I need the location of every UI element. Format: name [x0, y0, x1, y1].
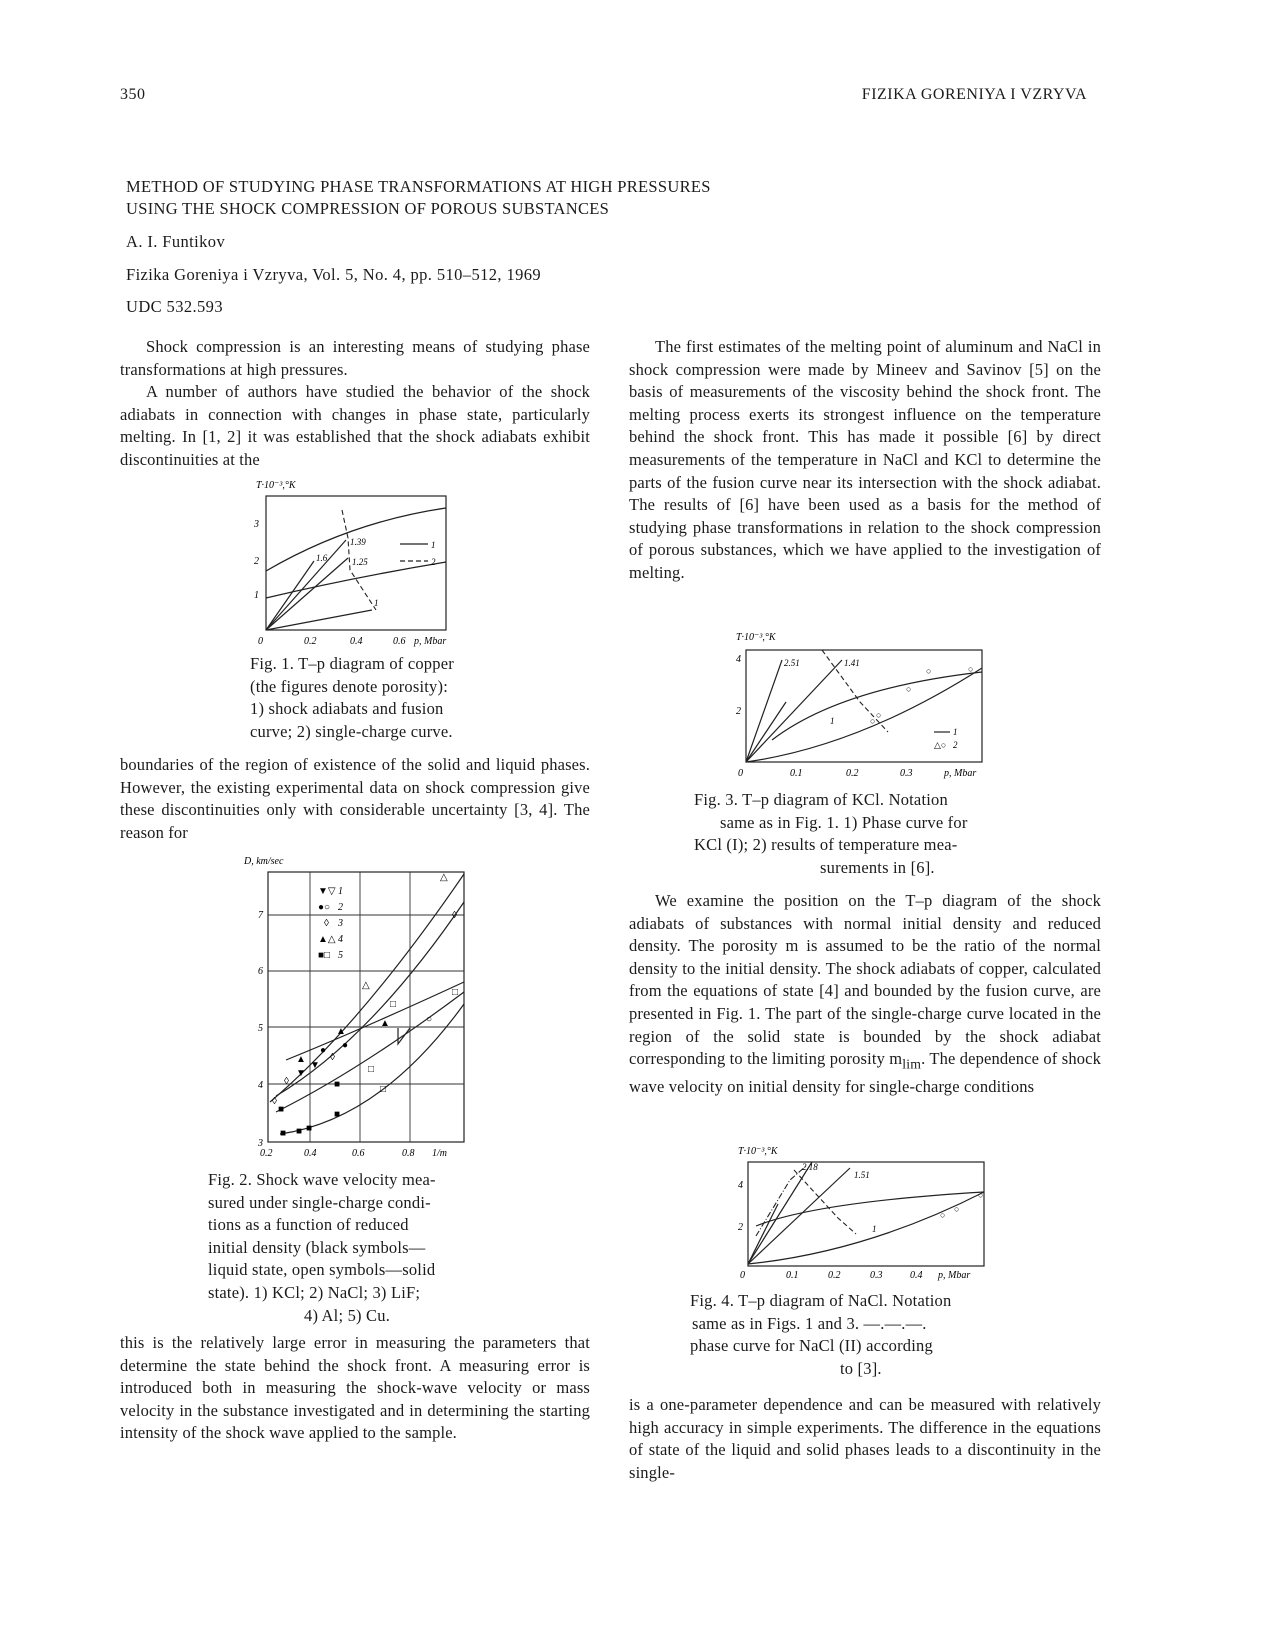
fig3-xtick: 0.3	[900, 768, 913, 779]
caption-line: curve; 2) single-charge curve.	[250, 721, 453, 741]
udc-code: UDC 532.593	[126, 297, 223, 316]
fig1-xunit: p, Mbar	[414, 636, 447, 647]
svg-text:■□: ■□	[318, 950, 331, 961]
svg-text:▲△: ▲△	[318, 934, 336, 945]
fig1-xtick: 0.2	[304, 636, 317, 647]
fig3-ytick: 2	[736, 706, 741, 717]
svg-text:■: ■	[306, 1123, 313, 1134]
fig3-xtick: 0	[738, 768, 743, 779]
fig2-ylabel: D, km/sec	[244, 856, 284, 867]
caption-line: to [3].	[840, 1358, 882, 1378]
fig2-xlabel: 1/m	[432, 1148, 447, 1159]
fig4-xtick: 0.3	[870, 1270, 883, 1281]
svg-text:■: ■	[334, 1079, 341, 1090]
svg-text:○: ○	[426, 1014, 433, 1025]
figure-3-chart	[730, 628, 992, 788]
fig2-ytick: 4	[258, 1080, 263, 1091]
fig2-ytick: 5	[258, 1023, 263, 1034]
paragraph: The first estimates of the melting point of aluminum and NaCl in shock compression were made by Mineev and Savinov [5] on the basis of measurements of the viscosity behind the shock front. The melting process exerts its strongest influence on the temperature behind the shock front. This has made it possible [6] by direct measurements of the temperature in NaCl and KCl to determine the parts of the fusion curve near its intersection with the shock adiabat. The results of [6] have been used as a basis for the method of studying phase transformations in relation to the shock compression of porous substances, which we have applied to the investigation of melting.	[629, 337, 1101, 582]
author: A. I. Funtikov	[126, 232, 226, 251]
journal-name: FIZIKA GORENIYA I VZRYVA	[861, 86, 1087, 103]
paragraph-text: . The dependence of shock wave velocity on initial density for single-charge conditions	[629, 1049, 1101, 1097]
svg-text:■: ■	[280, 1128, 287, 1139]
title-line-1: METHOD OF STUDYING PHASE TRANSFORMATIONS AT HIGH PRESSURES	[126, 177, 711, 196]
fig3-xtick: 0.2	[846, 768, 859, 779]
fig3-frame	[746, 650, 982, 762]
fig4-phase-curve-nacl-ii	[756, 1166, 806, 1236]
left-column-middle	[120, 754, 590, 844]
fig2-ytick: 7	[258, 910, 263, 921]
fig4-single-charge-curve	[794, 1170, 856, 1234]
fig2-xtick: 0.8	[402, 1148, 415, 1159]
page-number: 350	[120, 86, 146, 103]
svg-text:●: ●	[342, 1040, 349, 1051]
caption-line: Fig. 2. Shock wave velocity mea-	[208, 1170, 436, 1189]
fig3-ytick: 4	[736, 654, 741, 665]
svg-text:○: ○	[906, 684, 912, 694]
left-column-bottom	[120, 1332, 590, 1445]
article-title	[126, 176, 886, 220]
svg-text:■: ■	[296, 1126, 303, 1137]
fig1-label: 1.39	[350, 537, 366, 547]
svg-text:▼▽: ▼▽	[318, 886, 336, 897]
fig1-adiabat	[266, 540, 346, 630]
caption-line: initial density (black symbols—	[208, 1237, 426, 1257]
caption-line: surements in [6].	[820, 857, 935, 877]
fig3-legend-label: 1	[953, 727, 958, 737]
paragraph: is a one-parameter dependence and can be measured with relatively high accuracy in simple experiments. The difference in the equations of state of the liquid and solid phases leads to a discontinuity in the single-	[629, 1395, 1101, 1482]
svg-text:◊: ◊	[452, 910, 457, 921]
fig4-xtick: 0.2	[828, 1270, 841, 1281]
fig4-xtick: 0.4	[910, 1270, 923, 1281]
svg-text:○: ○	[978, 1190, 984, 1200]
svg-text:△: △	[440, 872, 448, 883]
svg-text:□: □	[452, 987, 459, 998]
svg-text:■: ■	[278, 1104, 285, 1115]
svg-text:○: ○	[954, 1204, 960, 1214]
caption-line: Fig. 1. T–p diagram of copper	[250, 654, 454, 673]
fig2-xtick: 0.2	[260, 1148, 273, 1159]
svg-text:□: □	[390, 999, 397, 1010]
paragraph: this is the relatively large error in measuring the parameters that determine the state behind the shock front. A measuring error is introduced both in measuring the shock-wave velocity or mass velocity in the substance investigated and in determining the starting intensity of the shock wave applied to the sample.	[120, 1333, 590, 1443]
left-column-top	[120, 336, 590, 472]
svg-text:5: 5	[338, 950, 343, 961]
fig1-label: 1.6	[316, 553, 328, 563]
svg-text:■: ■	[334, 1109, 341, 1120]
right-column-top	[629, 336, 1101, 585]
svg-text:◊: ◊	[284, 1076, 289, 1087]
fig4-ylabel: T·10⁻³,°K	[738, 1146, 778, 1157]
svg-text:◊: ◊	[272, 1096, 277, 1107]
figure-2-caption	[208, 1169, 508, 1327]
caption-line: 1) shock adiabats and fusion	[250, 699, 444, 719]
svg-text:○: ○	[876, 710, 882, 720]
fig4-xtick: 0	[740, 1270, 745, 1281]
fig3-adiabat	[746, 660, 842, 762]
caption-line: phase curve for NaCl (II) according	[690, 1336, 933, 1356]
caption-line: same as in Fig. 1. 1) Phase curve for	[720, 812, 968, 832]
svg-text:▼: ▼	[296, 1068, 306, 1079]
svg-text:◊: ◊	[330, 1052, 335, 1063]
fig4-ytick: 2	[738, 1222, 743, 1233]
caption-line: KCl (I); 2) results of temperature mea-	[694, 835, 958, 855]
svg-text:□: □	[368, 1064, 375, 1075]
fig4-adiabat	[748, 1204, 778, 1264]
fig1-ytick: 3	[254, 519, 259, 530]
figure-1-chart	[240, 474, 470, 650]
title-line-2: USING THE SHOCK COMPRESSION OF POROUS SUBSTANCES	[126, 199, 610, 218]
fig4-label: 1.51	[854, 1170, 870, 1180]
caption-line: (the figures denote porosity):	[250, 676, 448, 696]
svg-text:▼: ▼	[310, 1060, 320, 1071]
fig1-ytick: 1	[254, 590, 259, 601]
figure-1-caption	[250, 653, 510, 743]
citation: Fizika Goreniya i Vzryva, Vol. 5, No. 4, pp. 510–512, 1969	[126, 265, 542, 284]
fig2-curves	[270, 874, 464, 1134]
fig1-label: 1	[374, 598, 379, 608]
fig1-label: 1.25	[352, 557, 368, 567]
paragraph	[629, 890, 1101, 1099]
caption-line: Fig. 4. T–p diagram of NaCl. Notation	[690, 1291, 952, 1310]
fig1-adiabat	[266, 561, 314, 630]
fig3-ylabel: T·10⁻³,°K	[736, 632, 776, 643]
fig2-ytick: 6	[258, 966, 263, 977]
paragraph-text: We examine the position on the T–p diagram of the shock adiabats of substances with normal initial density and reduced density. The porosity m is assumed to be the ratio of the normal density to the initial density. The shock adiabats of copper, calculated from the equations of state [4] and bounded by the fusion curve, are presented in Fig. 1. The part of the single-charge curve located in the region of the solid state is bounded by the shock adiabat corresponding to the limiting porosity m	[629, 891, 1101, 1069]
svg-text:◊: ◊	[324, 918, 329, 929]
fig1-xtick: 0.4	[350, 636, 363, 647]
svg-text:1: 1	[338, 886, 343, 897]
figure-4-caption	[690, 1290, 1070, 1380]
fig1-xtick: 0	[258, 636, 263, 647]
figure-3-caption	[694, 789, 1074, 879]
caption-line: 4) Al; 5) Cu.	[304, 1305, 391, 1325]
fig4-label: 2.18	[802, 1162, 818, 1172]
svg-text:△: △	[362, 980, 370, 991]
caption-line: tions as a function of reduced	[208, 1215, 409, 1235]
svg-text:□: □	[380, 1084, 387, 1095]
fig3-xunit: p, Mbar	[944, 768, 977, 779]
svg-text:▲: ▲	[296, 1054, 306, 1065]
paragraph: Shock compression is an interesting means of studying phase transformations at high pressures.	[120, 337, 590, 379]
paragraph: A number of authors have studied the behavior of the shock adiabats in connection with changes in phase state, particularly melting. In [1, 2] it was established that the shock adiabats exhibit discontinuities at the	[120, 382, 590, 469]
caption-line: sured under single-charge condi-	[208, 1192, 431, 1212]
fig3-adiabat	[746, 702, 786, 762]
svg-text:○: ○	[940, 1210, 946, 1220]
caption-line: state). 1) KCl; 2) NaCl; 3) LiF;	[208, 1282, 421, 1302]
fig3-adiabat	[746, 660, 782, 762]
svg-text:2: 2	[338, 902, 343, 913]
svg-text:4: 4	[338, 934, 343, 945]
fig2-legend	[318, 886, 343, 961]
fig1-adiabat	[266, 558, 348, 630]
paragraph: boundaries of the region of existence of the solid and liquid phases. However, the existing experimental data on shock compression give these discontinuities only with considerable uncertainty [3, 4]. The reason for	[120, 755, 590, 842]
fig4-label: 1	[872, 1224, 877, 1234]
subscript: lim	[902, 1056, 922, 1072]
fig4-ytick: 4	[738, 1180, 743, 1191]
fig1-ylabel: T·10⁻³,°K	[256, 480, 296, 491]
fig2-xtick: 0.6	[352, 1148, 365, 1159]
figure-4-chart	[726, 1140, 996, 1284]
caption-line: Fig. 3. T–p diagram of KCl. Notation	[694, 790, 948, 809]
fig3-legend-symbols: △○	[934, 740, 947, 750]
fig3-xtick: 0.1	[790, 768, 803, 779]
svg-text:▲: ▲	[380, 1018, 390, 1029]
fig3-label: 2.51	[784, 658, 800, 668]
fig3-legend-label: 2	[953, 740, 958, 750]
svg-text:○: ○	[870, 716, 876, 726]
fig4-xunit: p, Mbar	[938, 1270, 971, 1281]
right-column-bottom	[629, 1394, 1101, 1484]
caption-line: same as in Figs. 1 and 3. —.—.—.	[692, 1313, 927, 1333]
fig1-legend-label: 1	[431, 540, 436, 550]
svg-text:▲: ▲	[336, 1026, 346, 1037]
caption-line: liquid state, open symbols—solid	[208, 1260, 436, 1280]
fig3-adiabat-normal	[746, 668, 982, 762]
fig2-ytick: 3	[258, 1138, 263, 1149]
fig3-markers	[870, 664, 973, 726]
fig1-legend-label: 2	[431, 557, 436, 567]
fig4-xtick: 0.1	[786, 1270, 799, 1281]
svg-text:●: ●	[320, 1045, 327, 1056]
right-column-middle	[629, 890, 1101, 1099]
svg-text:○: ○	[926, 666, 932, 676]
svg-text:○: ○	[968, 664, 974, 674]
fig1-ytick: 2	[254, 556, 259, 567]
fig1-xtick: 0.6	[393, 636, 406, 647]
fig3-phase-curve	[772, 672, 982, 740]
fig2-xtick: 0.4	[304, 1148, 317, 1159]
svg-text:●○: ●○	[318, 902, 331, 913]
fig3-label: 1.41	[844, 658, 860, 668]
svg-text:3: 3	[338, 918, 343, 929]
fig3-label: 1	[830, 716, 835, 726]
figure-2-chart	[240, 850, 480, 1162]
